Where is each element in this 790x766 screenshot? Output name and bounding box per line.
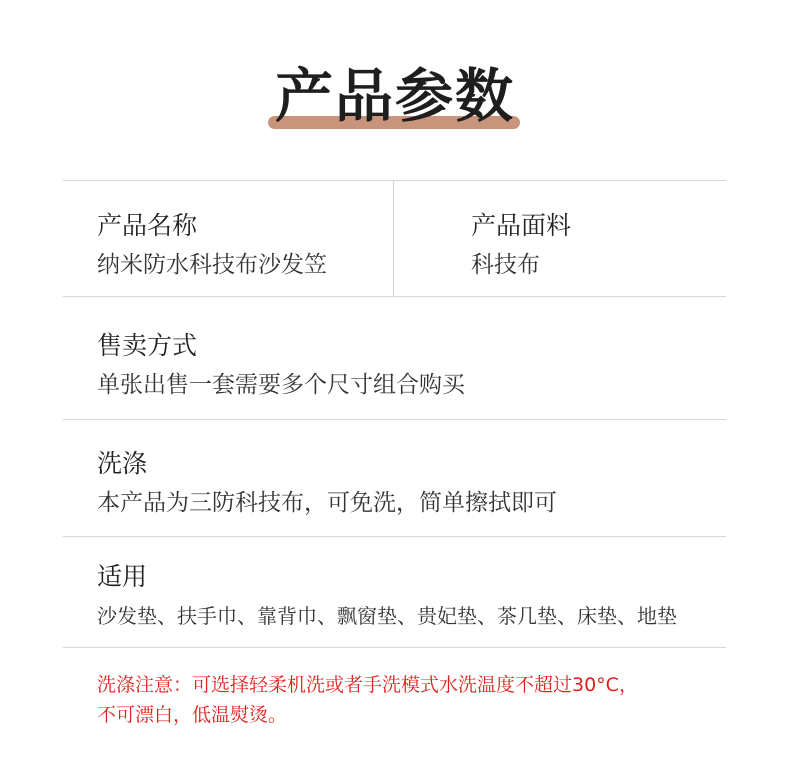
product-name-value: 纳米防水科技布沙发笠 <box>97 252 327 278</box>
divider <box>63 419 726 420</box>
divider <box>63 647 726 648</box>
page-title: 产品参数 <box>274 62 515 130</box>
washing-value: 本产品为三防科技布，可免洗，简单擦拭即可 <box>97 490 557 516</box>
title-block <box>0 62 790 142</box>
product-name-label: 产品名称 <box>97 211 198 240</box>
divider <box>63 180 726 181</box>
washing-note-line-2: 不可漂白，低温熨烫。 <box>97 704 288 726</box>
sale-method-value: 单张出售一套需要多个尺寸组合购买 <box>97 372 465 398</box>
divider <box>63 296 726 297</box>
fabric-value: 科技布 <box>471 252 540 278</box>
usage-value: 沙发垫、扶手巾、靠背巾、飘窗垫、贵妃垫、茶几垫、床垫、地垫 <box>97 604 677 628</box>
column-divider <box>393 181 394 296</box>
divider <box>63 536 726 537</box>
washing-note-line-1: 洗涤注意：可选择轻柔机洗或者手洗模式水洗温度不超过30°C， <box>97 674 638 696</box>
sale-method-label: 售卖方式 <box>97 331 198 360</box>
fabric-label: 产品面料 <box>471 211 572 240</box>
usage-label: 适用 <box>97 562 148 591</box>
washing-label: 洗涤 <box>97 449 148 478</box>
